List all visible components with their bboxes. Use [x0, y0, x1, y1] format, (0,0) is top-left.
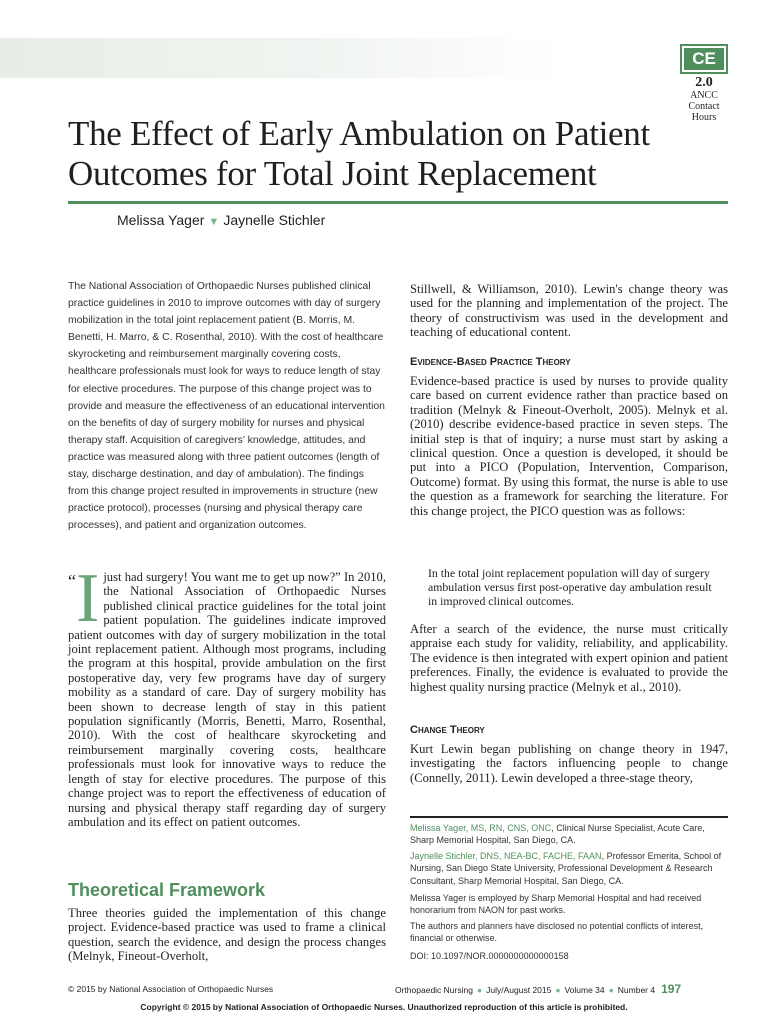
footer-journal-name: Orthopaedic Nursing — [395, 985, 473, 995]
drop-cap-quote: “ — [68, 571, 76, 591]
copyright-statement: Copyright © 2015 by National Association of Orthopaedic Nurses. Unauthorized reproduction of this article is prohibited. — [140, 1002, 628, 1012]
footnote-divider — [410, 816, 728, 818]
bullet-icon: ● — [476, 985, 483, 995]
intro-paragraph — [68, 560, 386, 829]
drop-cap-letter: I — [76, 560, 100, 637]
abstract: The National Association of Orthopaedic Nurses published clinical practice guidelines in 2010 to improve outcomes with day of surgery mobilization in the total joint replacement patient (B. Morris, M. Benetti, H. Marro, & C. Rosenthal, 2010). With the cost of healthcare skyrocketing and reimbursement marginally covering costs, healthcare professionals must look for ways to reduce length of stay for elective procedures. The purpose of this change project was to provide and measure the effectiveness of an educational intervention on the benefits of day of surgery mobility for nurses and physical therapy staff. Acquisition of caregivers’ knowledge, attitudes, and practice was measured along with three patient outcomes (length of stay, discharge destination, and day of ambulation). The findings from this change project resulted in improvements in structure (new practice protocol), processes (nursing and physical therapy care processes), and patient and organization outcomes. — [68, 281, 385, 532]
footnote-author-2 — [410, 850, 728, 887]
footnote-author-2-name: Jaynelle Stichler, DNS, NEA-BC, FACHE, FAAN — [410, 851, 602, 861]
footnote-author-1-text: , Clinical Nurse Specialist, Acute Care, Sharp Memorial Hospital, San Diego, CA. — [410, 823, 705, 846]
ce-hours-line2: Contact — [688, 101, 720, 112]
author-line — [117, 212, 325, 228]
bullet-icon: ● — [608, 985, 614, 995]
intro-text: just had surgery! You want me to get up now?” In 2010, the National Association of Orthopaedic Nurses published clinical practice guidelines for the total joint patient population. The guidelines indicate improved patient outcomes with day of surgery mobilization in the total joint replacement patient. Although most programs, including the program at this hospital, provide ambulation on the first postoperative day, very few programs have day of surgery mobility as a standard of care. Day of surgery mobility has been shown to decrease length of stay in this patient population significantly (Morris, Benetti, Marro, Rosenthal, 2010). With the cost of healthcare skyrocketing and reimbursement marginally covering costs, healthcare professionals must look for innovative ways to reduce the length of stay for elective procedures. The purpose of this change project was to report the effectiveness of education of nursing and physical therapy staff regarding day of surgery ambulation and its effect on patient outcomes. — [68, 570, 386, 829]
bullet-icon: ● — [555, 985, 561, 995]
section-heading-change-theory: Change Theory — [410, 724, 485, 736]
ce-hours-line3: Hours — [691, 112, 717, 123]
pico-question: In the total joint replacement population will day of surgery ambulation versus first post-operative day ambulation result in improved clinical outcomes. — [428, 566, 712, 609]
right-paragraph-2: Evidence-based practice is used by nurses to provide quality care based on current evidence rather than practice based on tradition (Melnyk & Fineout-Overholt, 2005). Melnyk et al. (2010) describe evidence-based practice in seven steps. The initial step is that of inquiry; a nurse must start by asking a clinical question. Once a question is developed, it should be put into a PICO (Population, Intervention, Comparison, Outcome) format. By using this format, the nurse is able to use the question as a framework for searching the literature. For this change project, the PICO question was as follows: — [410, 374, 728, 518]
ce-badge — [680, 44, 728, 74]
header-band — [0, 38, 560, 78]
ce-hours-line1: ANCC — [690, 90, 718, 101]
article-title: The Effect of Early Ambulation on Patient Outcomes for Total Joint Replacement — [68, 114, 650, 193]
footnote-employment: Melissa Yager is employed by Sharp Memorial Hospital and had received honorarium from NAON for past works. — [410, 893, 702, 916]
author-2: Jaynelle Stichler — [223, 212, 326, 228]
page-number: 197 — [661, 982, 682, 996]
author-1: Melissa Yager — [117, 212, 205, 228]
footnote-author-1-name: Melissa Yager, MS, RN, CNS, ONC — [410, 823, 552, 833]
footer-copyright-notice: © 2015 by National Association of Orthopaedic Nurses — [68, 984, 274, 994]
footnote-disclosure: The authors and planners have disclosed no potential conflicts of interest, financial or otherwise. — [410, 921, 704, 944]
footer-issue-date: July/August 2015 — [486, 985, 552, 995]
right-paragraph-4: Kurt Lewin began publishing on change theory in 1947, investigating the factors influencing people to change (Connelly, 2011). Lewin developed a three-stage theory, — [410, 742, 728, 785]
section-heading-theoretical-framework: Theoretical Framework — [68, 880, 266, 900]
right-paragraph-1: Stillwell, & Williamson, 2010). Lewin's change theory was used for the planning and implementation of the project. The theory of constructivism was used in the development and teaching of educational content. — [410, 282, 728, 340]
title-divider — [68, 201, 728, 204]
footnote-doi: DOI: 10.1097/NOR.0000000000000158 — [410, 951, 569, 961]
right-paragraph-3: After a search of the evidence, the nurse must critically appraise each study for validity, reliability, and applicability. The evidence is then integrated with expert opinion and patient preferences. Finally, the evidence is evaluated to provide the highest quality nursing practice (Melnyk et al., 2010). — [410, 622, 728, 694]
ce-hours-value: 2.0 — [695, 75, 713, 90]
footer-journal-info — [395, 982, 681, 996]
footer-volume: Volume 34 — [564, 985, 605, 995]
triangle-separator-icon: ▼ — [208, 216, 220, 228]
footnote-author-1 — [410, 822, 728, 847]
footer-number: Number 4 — [617, 985, 656, 995]
footnote-author-2-text: , Professor Emerita, School of Nursing, San Diego State University, Professional Development & Research Consultant, Sharp Memorial Hospital, San Diego, CA. — [410, 851, 722, 886]
section-heading-ebp: Evidence-Based Practice Theory — [410, 356, 571, 368]
ce-label: CE — [684, 48, 724, 70]
theoretical-paragraph: Three theories guided the implementation of this change project. Evidence-based practice was used to frame a clinical question, search the evidence, and design the process changes (Melnyk, Fineout-Overholt, — [68, 906, 386, 964]
drop-cap — [68, 560, 100, 637]
